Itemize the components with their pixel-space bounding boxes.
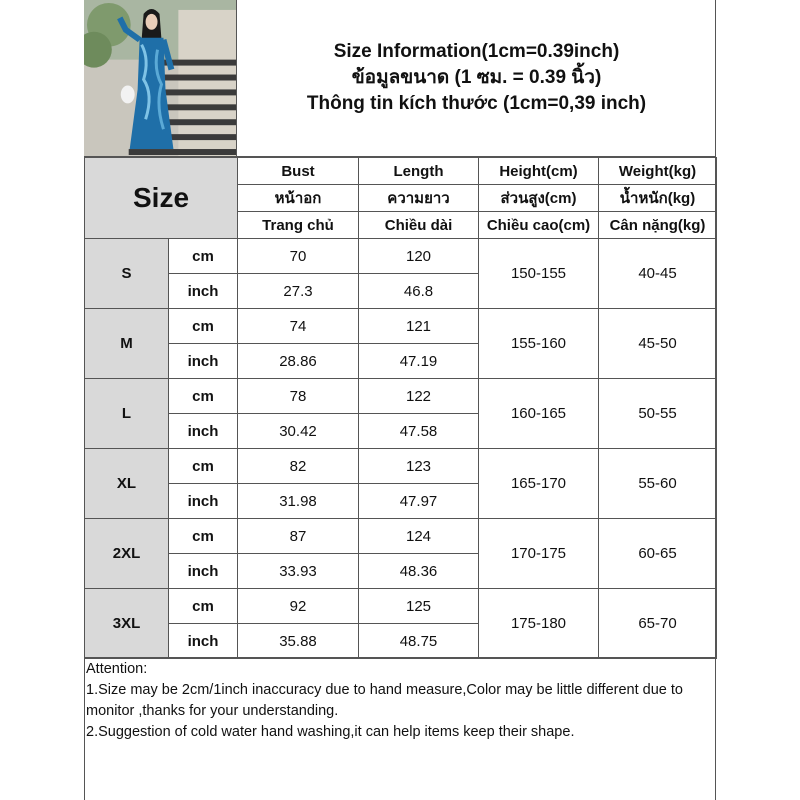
title-thai: ข้อมูลขนาด (1 ซม. = 0.39 นิ้ว) <box>351 67 602 88</box>
weight-range: 60-65 <box>599 519 717 589</box>
unit-cm: cm <box>169 589 238 624</box>
note-line-2: 2.Suggestion of cold water hand washing,it can help items keep their shape. <box>86 724 575 740</box>
length-inch: 48.75 <box>359 624 479 659</box>
table-row <box>85 379 717 414</box>
unit-cm: cm <box>169 239 238 274</box>
table-row <box>85 309 717 344</box>
unit-inch: inch <box>169 274 238 309</box>
height-header-th: ส่วนสูง(cm) <box>479 185 599 212</box>
bust-inch: 28.86 <box>238 344 359 379</box>
length-cm: 121 <box>359 309 479 344</box>
attention-notes <box>84 657 716 800</box>
height-header-en: Height(cm) <box>479 158 599 185</box>
length-cm: 120 <box>359 239 479 274</box>
bust-header-vi: Trang chủ <box>238 212 359 239</box>
size-label: M <box>85 309 169 379</box>
size-information-header <box>237 0 716 157</box>
unit-cm: cm <box>169 519 238 554</box>
size-label: S <box>85 239 169 309</box>
weight-header-th: น้ำหนัก(kg) <box>599 185 717 212</box>
table-row <box>85 589 717 624</box>
height-range: 170-175 <box>479 519 599 589</box>
bust-header-th: หน้าอก <box>238 185 359 212</box>
length-header-vi: Chiều dài <box>359 212 479 239</box>
size-column-title: Size <box>85 158 238 239</box>
notes-heading: Attention: <box>86 661 148 677</box>
length-inch: 48.36 <box>359 554 479 589</box>
header-row-english <box>85 158 717 185</box>
unit-cm: cm <box>169 449 238 484</box>
bust-inch: 33.93 <box>238 554 359 589</box>
weight-range: 40-45 <box>599 239 717 309</box>
bust-inch: 27.3 <box>238 274 359 309</box>
height-header-vi: Chiều cao(cm) <box>479 212 599 239</box>
unit-cm: cm <box>169 379 238 414</box>
bust-cm: 92 <box>238 589 359 624</box>
note-line-1: 1.Size may be 2cm/1inch inaccuracy due to hand measure,Color may be little different due to monitor ,thanks for your understanding. <box>86 682 683 719</box>
height-range: 155-160 <box>479 309 599 379</box>
length-cm: 125 <box>359 589 479 624</box>
length-inch: 47.97 <box>359 484 479 519</box>
bust-inch: 35.88 <box>238 624 359 659</box>
table-row <box>85 449 717 484</box>
length-cm: 123 <box>359 449 479 484</box>
height-range: 160-165 <box>479 379 599 449</box>
bust-cm: 70 <box>238 239 359 274</box>
height-range: 150-155 <box>479 239 599 309</box>
size-label: L <box>85 379 169 449</box>
size-label: XL <box>85 449 169 519</box>
bust-inch: 30.42 <box>238 414 359 449</box>
product-photo <box>84 0 237 157</box>
bust-cm: 78 <box>238 379 359 414</box>
length-inch: 47.58 <box>359 414 479 449</box>
bust-cm: 82 <box>238 449 359 484</box>
title-english: Size Information(1cm=0.39inch) <box>333 41 620 62</box>
table-row <box>85 519 717 554</box>
size-table <box>84 157 717 659</box>
unit-inch: inch <box>169 624 238 659</box>
size-label: 2XL <box>85 519 169 589</box>
table-row <box>85 239 717 274</box>
length-header-en: Length <box>359 158 479 185</box>
title-vietnamese: Thông tin kích thước (1cm=0,39 inch) <box>306 93 647 114</box>
bust-header-en: Bust <box>238 158 359 185</box>
length-inch: 46.8 <box>359 274 479 309</box>
weight-range: 55-60 <box>599 449 717 519</box>
height-range: 175-180 <box>479 589 599 659</box>
weight-range: 45-50 <box>599 309 717 379</box>
length-cm: 124 <box>359 519 479 554</box>
length-inch: 47.19 <box>359 344 479 379</box>
length-header-th: ความยาว <box>359 185 479 212</box>
weight-range: 50-55 <box>599 379 717 449</box>
unit-inch: inch <box>169 344 238 379</box>
weight-header-vi: Cân nặng(kg) <box>599 212 717 239</box>
height-range: 165-170 <box>479 449 599 519</box>
unit-cm: cm <box>169 309 238 344</box>
weight-header-en: Weight(kg) <box>599 158 717 185</box>
bust-inch: 31.98 <box>238 484 359 519</box>
unit-inch: inch <box>169 414 238 449</box>
bust-cm: 74 <box>238 309 359 344</box>
unit-inch: inch <box>169 484 238 519</box>
bust-cm: 87 <box>238 519 359 554</box>
length-cm: 122 <box>359 379 479 414</box>
unit-inch: inch <box>169 554 238 589</box>
weight-range: 65-70 <box>599 589 717 659</box>
size-label: 3XL <box>85 589 169 659</box>
